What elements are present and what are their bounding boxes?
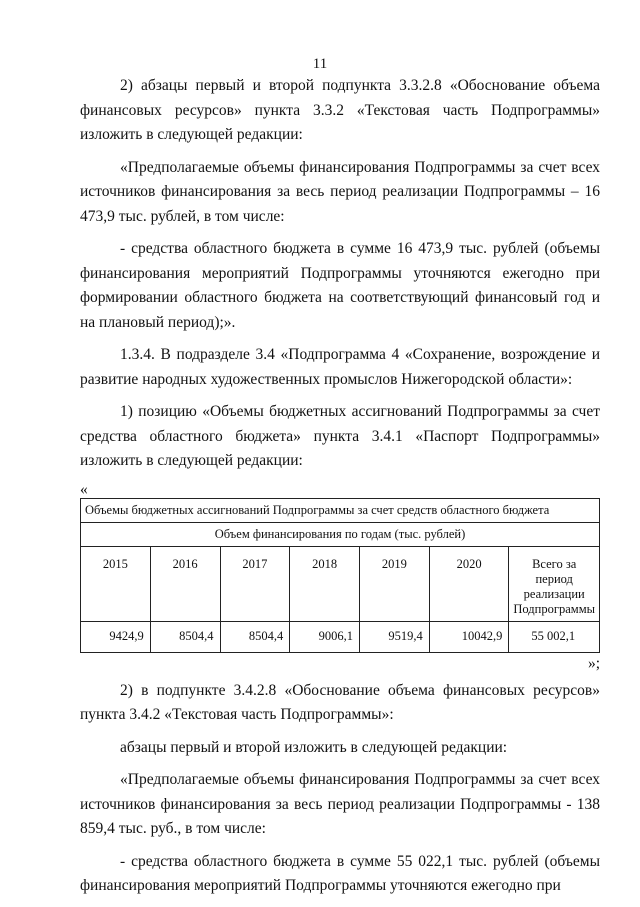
value-cell: 10042,9 <box>429 621 509 652</box>
paragraph: 2) абзацы первый и второй подпункта 3.3.2.8 «Обоснование объема финансовых ресурсов» пункта 3.3.2 «Текстовая часть Подпрограммы» изложить в следующей редакции: <box>80 77 600 143</box>
table-subtitle: Объем финансирования по годам (тыс. рублей) <box>81 522 600 546</box>
paragraph: 1.3.4. В подразделе 3.4 «Подпрограмма 4 «Сохранение, возрождение и развитие народных художественных промыслов Нижегородской области»: <box>80 346 600 388</box>
paragraph: - средства областного бюджета в сумме 16 473,9 тыс. рублей (объемы финансирования мероприятий Подпрограммы уточняются ежегодно при формировании областного бюджета на соответствующий финансовый год и на плановый период);». <box>80 240 600 331</box>
year-header-cell: 2018 <box>290 546 360 621</box>
value-cell: 9006,1 <box>290 621 360 652</box>
year-header-cell: 2017 <box>220 546 290 621</box>
document-body <box>80 74 600 907</box>
value-cell: 9519,4 <box>360 621 430 652</box>
year-header-cell: 2016 <box>150 546 220 621</box>
paragraph: «Предполагаемые объемы финансирования Подпрограммы за счет всех источников финансирования за весь период реализации Подпрограммы – 16 473,9 тыс. рублей, в том числе: <box>80 158 600 225</box>
value-cell: 8504,4 <box>150 621 220 652</box>
table-row <box>81 621 600 652</box>
quote-open-mark: « <box>80 480 88 498</box>
paragraph: абзацы первый и второй изложить в следующей редакции: <box>120 738 508 756</box>
paragraph: 1) позицию «Объемы бюджетных ассигнований Подпрограммы за счет средства областного бюджета» пункта 3.4.1 «Паспорт Подпрограммы» изложить в следующей редакции: <box>80 403 600 469</box>
total-value-cell: 55 002,1 <box>509 621 600 652</box>
paragraph: 2) в подпункте 3.4.2.8 «Обоснование объема финансовых ресурсов» пункта 3.4.2 «Текстовая часть Подпрограммы»: <box>80 681 600 723</box>
year-header-cell: 2019 <box>360 546 430 621</box>
paragraph: - средства областного бюджета в сумме 55 022,1 тыс. рублей (объемы финансирования мероприятий Подпрограммы уточняются ежегодно при <box>80 852 600 894</box>
table-header-row <box>81 546 600 621</box>
budget-table <box>80 498 600 653</box>
table-title: Объемы бюджетных ассигнований Подпрограммы за счет средств областного бюджета <box>81 498 600 522</box>
quote-close-mark: »; <box>587 654 600 672</box>
year-header-cell: 2020 <box>429 546 509 621</box>
total-header-cell: Всего за период реализации Подпрограммы <box>509 546 600 621</box>
page-number: 11 <box>312 56 328 72</box>
year-header-cell: 2015 <box>81 546 151 621</box>
paragraph: «Предполагаемые объемы финансирования Подпрограммы за счет всех источников финансирования за весь период реализации Подпрограммы - 138 859,4 тыс. руб., в том числе: <box>80 771 600 837</box>
table-title-row <box>81 498 600 522</box>
value-cell: 8504,4 <box>220 621 290 652</box>
value-cell: 9424,9 <box>81 621 151 652</box>
table-subtitle-row <box>81 522 600 546</box>
